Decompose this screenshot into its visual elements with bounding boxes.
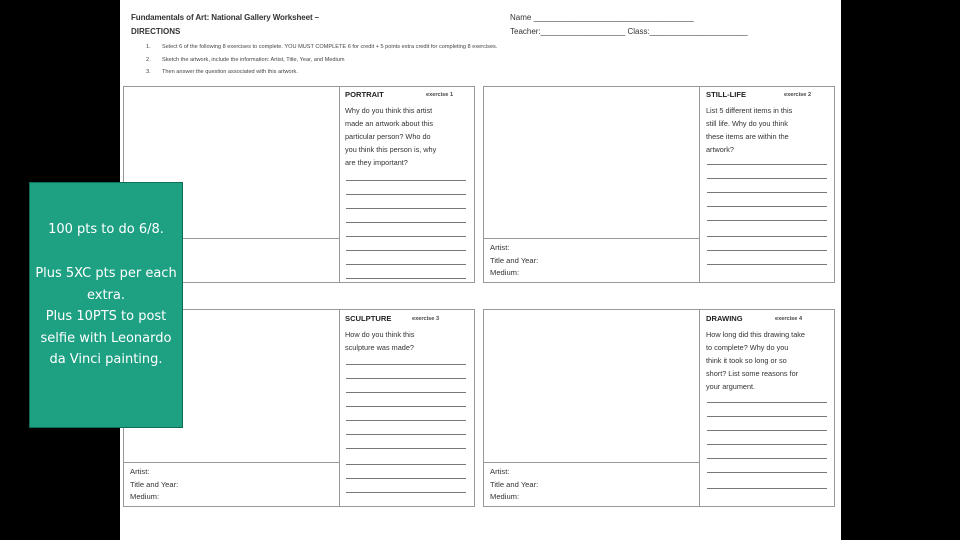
artwork-info: Artist: Title and Year: Medium: <box>490 243 539 277</box>
worksheet-title: Fundamentals of Art: National Gallery Worksheet – <box>131 13 320 22</box>
worksheet-page <box>120 0 841 540</box>
artwork-info: Artist: Title and Year: Medium: <box>130 467 179 501</box>
divider <box>699 86 700 283</box>
direction-step: 1. Select 6 of the following 8 exercises to complete. YOU MUST COMPLETE 6 for credit + 5 points extra credit for completing 8 exercises. <box>146 44 498 50</box>
divider <box>339 309 340 507</box>
exercise-number: exercise 4 <box>775 316 803 322</box>
callout-text: Plus 5XC pts per each extra. Plus 10PTS to post selfie with Leonardo da Vinci painting. <box>35 266 177 367</box>
exercise-question: List 5 different items in this still life. Why do you think these items are within the artwork? <box>706 106 793 154</box>
divider <box>339 86 340 283</box>
divider <box>483 238 699 239</box>
exercise-title: PORTRAIT <box>345 90 384 99</box>
exercise-title: DRAWING <box>706 314 743 323</box>
exercise-number: exercise 2 <box>784 92 812 98</box>
exercise-question: Why do you think this artist made an artwork about this particular person? Who do you think this person is, why are they important? <box>345 106 437 167</box>
directions-list <box>146 41 497 79</box>
exercise-question: How do you think this sculpture was made? <box>345 330 415 352</box>
divider <box>699 309 700 507</box>
callout-line: 100 pts to do 6/8. <box>48 222 164 237</box>
artwork-info: Artist: Title and Year: Medium: <box>490 467 539 501</box>
teacher-class-field: Teacher:___________________ Class:______________________ <box>510 27 748 36</box>
exercise-number: exercise 3 <box>412 316 440 322</box>
divider <box>483 462 699 463</box>
directions-heading: DIRECTIONS <box>131 27 181 36</box>
points-callout <box>29 182 183 428</box>
name-field: Name ____________________________________ <box>510 13 694 22</box>
exercise-title: STILL-LIFE <box>706 90 747 99</box>
divider <box>123 462 339 463</box>
direction-step: 3. Then answer the question associated with this artwork. <box>146 69 298 75</box>
exercise-question: How long did this drawing take to complete? Why do you think it took so long or so short? List some reasons for your argument. <box>706 330 805 391</box>
exercise-title: SCULPTURE <box>345 314 392 323</box>
exercise-number: exercise 1 <box>426 92 454 98</box>
direction-step: 2. Sketch the artwork, include the information: Artist, Title, Year, and Medium <box>146 56 345 63</box>
